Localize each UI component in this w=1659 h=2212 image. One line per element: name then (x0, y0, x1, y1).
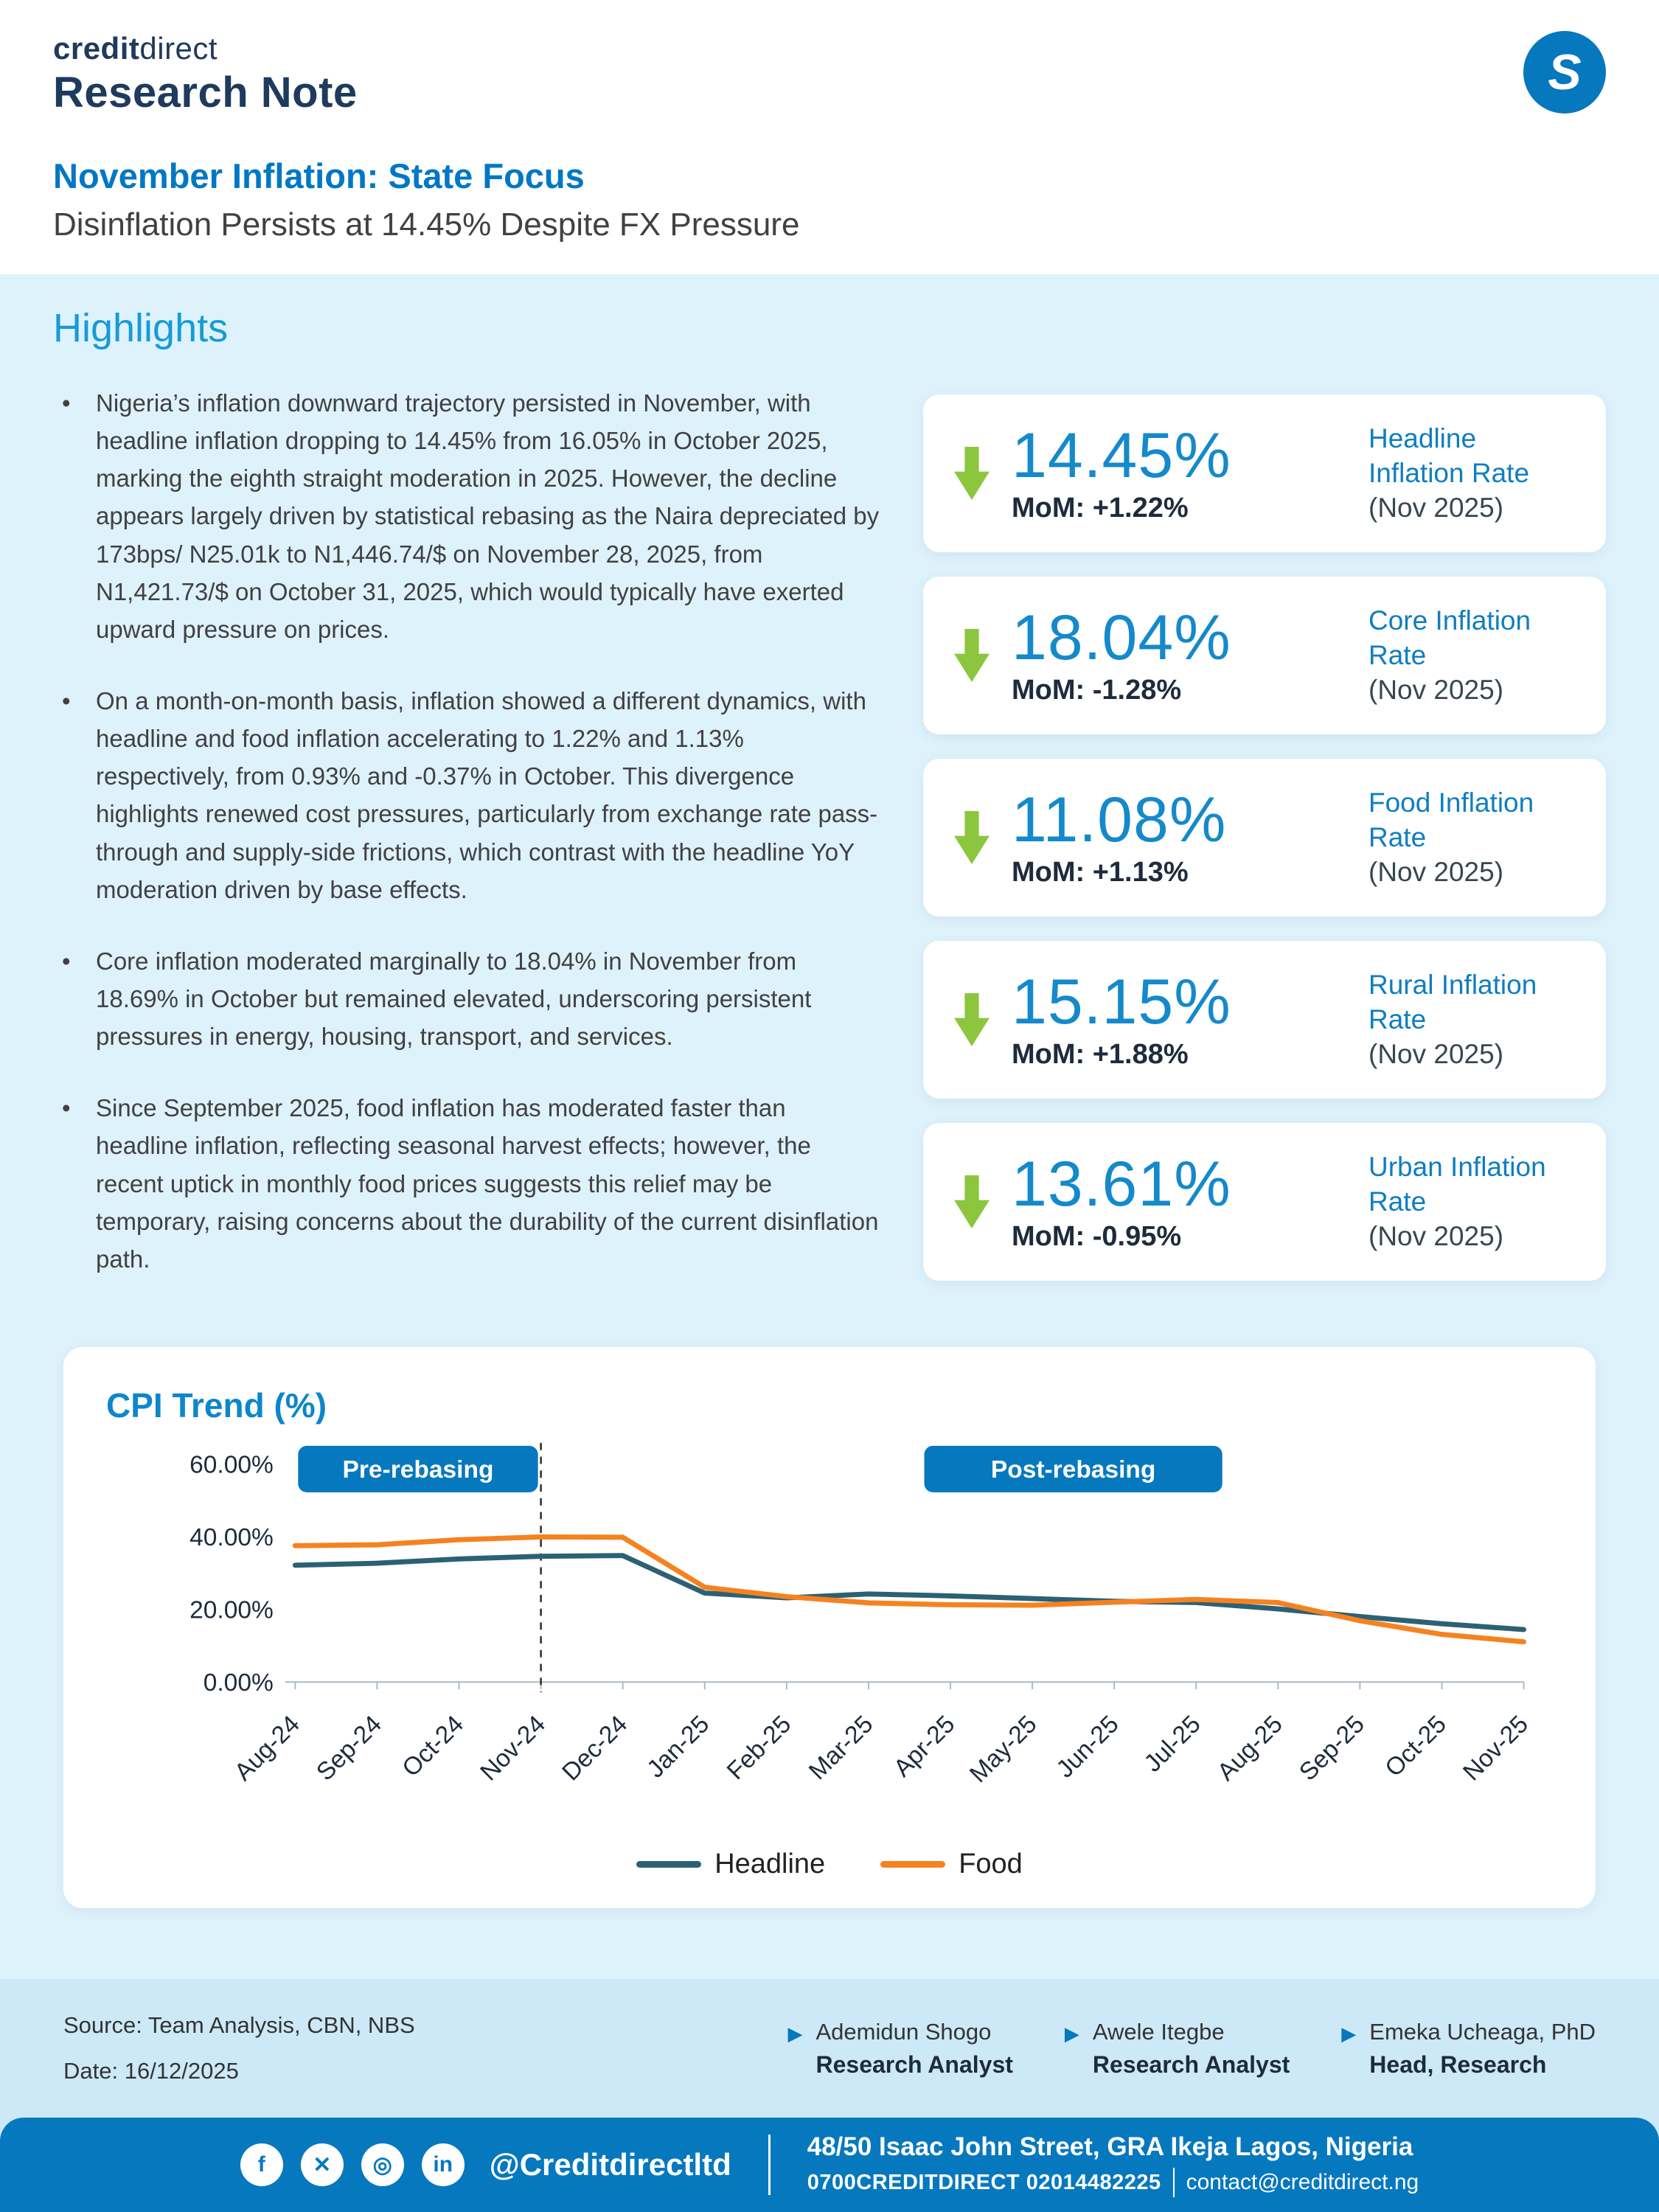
stat-card-headline (923, 394, 1606, 552)
page-title: November Inflation: State Focus (53, 156, 585, 195)
svg-text:60.00%: 60.00% (189, 1451, 274, 1479)
svg-text:Feb-25: Feb-25 (722, 1710, 797, 1786)
analyst-name: Awele Itegbe (1092, 2018, 1225, 2045)
instagram-icon[interactable]: ◎ (361, 2143, 404, 2186)
date-text: Date: 16/12/2025 (63, 2058, 239, 2084)
stat-value: 15.15% (1012, 967, 1231, 1038)
stat-mom: MoM: +1.88% (1012, 1038, 1189, 1070)
stat-mom: MoM: -0.95% (1012, 1220, 1182, 1252)
svg-text:Apr-25: Apr-25 (888, 1710, 961, 1783)
chart-title: CPI Trend (%) (106, 1385, 327, 1425)
svg-text:Post-rebasing: Post-rebasing (990, 1456, 1156, 1484)
header (0, 0, 1659, 117)
cpi-trend-chart-card (63, 1347, 1596, 1908)
stat-label: Headline Inflation Rate (1368, 422, 1530, 488)
x-twitter-icon[interactable]: ✕ (301, 2143, 344, 2186)
stat-label: Food Inflation Rate (1368, 787, 1534, 852)
svg-text:Oct-24: Oct-24 (397, 1710, 470, 1783)
svg-text:Oct-25: Oct-25 (1380, 1710, 1453, 1783)
email-link[interactable]: contact@creditdirect.ng (1186, 2170, 1419, 2194)
stat-label: Urban Inflation Rate (1368, 1151, 1546, 1217)
analyst-entry (788, 2019, 1013, 2079)
stat-label: Rural Inflation Rate (1368, 969, 1537, 1034)
svg-text:Sep-24: Sep-24 (311, 1710, 387, 1787)
highlights-section (0, 274, 1659, 1979)
down-arrow-icon (954, 1175, 990, 1228)
down-arrow-icon (954, 447, 990, 500)
legend-item-headline (636, 1848, 825, 1880)
legend-label: Food (959, 1848, 1023, 1880)
svg-text:Jul-25: Jul-25 (1139, 1710, 1206, 1778)
svg-text:20.00%: 20.00% (189, 1596, 274, 1624)
bullet-item: • On a month-on-month basis, inflation showed a different dynamics, with headline and food inflation accelerating to 1.22% and 1.13% respectively, from 0.93% and -0.37% in October. This divergence highlights renewed cost pressures, particularly from exchange rate pass-through and supply-side frictions, which contrast with the headline YoY moderation driven by base effects. (53, 682, 883, 908)
stat-card-core (923, 577, 1606, 734)
brand-wordmark (53, 31, 358, 66)
stat-period: (Nov 2025) (1368, 1221, 1504, 1252)
divider (768, 2135, 771, 2195)
source-block (63, 2012, 415, 2084)
svg-text:Nov-24: Nov-24 (475, 1710, 552, 1787)
bottom-bar (0, 2118, 1659, 2212)
triangle-bullet-icon: ▶ (1064, 2022, 1079, 2045)
svg-text:Jun-25: Jun-25 (1051, 1710, 1124, 1784)
triangle-bullet-icon: ▶ (787, 2022, 803, 2045)
bullet-item: • Nigeria’s inflation downward trajectory persisted in November, with headline inflation dropping to 14.45% from 16.05% in October 2025, marking the eighth straight moderation in 2025. However, the decline appears largely driven by statistical rebasing as the Naira depreciated by 173bps/ N25.01k to N1,446.74/$ on November 28, 2025, from N1,421.73/$ on October 31, 2025, which would typically have exerted upward pressure on prices. (53, 384, 883, 648)
chart-legend (106, 1848, 1553, 1880)
legend-label: Headline (714, 1848, 826, 1880)
analyst-entry (1341, 2019, 1596, 2079)
stat-card-urban (923, 1123, 1606, 1281)
company-logo-icon: S (1523, 31, 1606, 114)
stat-card-food (923, 759, 1606, 917)
down-arrow-icon (954, 811, 990, 864)
analyst-name: Emeka Ucheaga, PhD (1369, 2018, 1596, 2045)
cpi-trend-chart (106, 1439, 1553, 1846)
down-arrow-icon (954, 993, 990, 1046)
analyst-role: Research Analyst (815, 2051, 1013, 2078)
triangle-bullet-icon: ▶ (1341, 2022, 1357, 2045)
stat-value: 14.45% (1012, 420, 1231, 492)
stat-card-rural (923, 941, 1606, 1099)
footer-band (0, 1979, 1659, 2118)
svg-text:Pre-rebasing: Pre-rebasing (342, 1456, 494, 1484)
food-line-swatch (880, 1861, 945, 1868)
stat-value: 13.61% (1012, 1149, 1231, 1220)
svg-text:Mar-25: Mar-25 (804, 1710, 879, 1786)
document-type-title: Research Note (53, 69, 358, 116)
analyst-entry (1065, 2019, 1290, 2079)
bullet-item: • Since September 2025, food inflation has moderated faster than headline inflation, reflecting seasonal harvest effects; however, the recent uptick in monthly food prices suggests this relief may be temporary, raising concerns about the durability of the current disinflation path. (53, 1089, 883, 1278)
headline-line-swatch (636, 1861, 701, 1868)
svg-text:0.00%: 0.00% (203, 1669, 274, 1697)
analyst-role: Research Analyst (1092, 2051, 1290, 2078)
stat-mom: MoM: -1.28% (1012, 674, 1182, 706)
stat-value: 11.08% (1012, 785, 1227, 856)
svg-text:Nov-25: Nov-25 (1458, 1710, 1534, 1787)
stat-period: (Nov 2025) (1368, 857, 1504, 888)
highlights-columns (0, 351, 1659, 1312)
source-text: Source: Team Analysis, CBN, NBS (63, 2012, 415, 2038)
analyst-list (788, 2019, 1596, 2079)
svg-text:Jan-25: Jan-25 (641, 1710, 715, 1784)
brand-logo (53, 31, 358, 117)
social-handle[interactable]: @Creditdirectltd (489, 2147, 731, 2182)
analyst-name: Ademidun Shogo (815, 2018, 992, 2045)
stat-mom: MoM: +1.22% (1012, 492, 1189, 524)
svg-text:Aug-25: Aug-25 (1212, 1710, 1288, 1787)
highlights-heading: Highlights (53, 306, 229, 350)
analyst-role: Head, Research (1369, 2051, 1547, 2078)
divider (1173, 2168, 1175, 2197)
down-arrow-icon (954, 629, 990, 682)
stat-period: (Nov 2025) (1368, 493, 1504, 524)
linkedin-icon[interactable]: in (422, 2143, 465, 2186)
stat-card-list (923, 394, 1606, 1312)
address-text: 48/50 Isaac John Street, GRA Ikeja Lagos, Nigeria (807, 2132, 1413, 2161)
svg-text:Aug-24: Aug-24 (229, 1710, 305, 1787)
svg-text:Dec-24: Dec-24 (557, 1710, 633, 1787)
highlights-bullet-list (53, 384, 883, 1312)
stat-period: (Nov 2025) (1368, 1039, 1504, 1070)
legend-item-food (880, 1848, 1023, 1880)
brand-wordmark-light: direct (139, 31, 218, 66)
facebook-icon[interactable]: f (240, 2143, 283, 2186)
title-block (0, 117, 1659, 274)
bullet-item: • Core inflation moderated marginally to 18.04% in November from 18.69% in October but remained elevated, underscoring persistent pressures in energy, housing, transport, and services. (53, 942, 883, 1055)
phone-text: 0700CREDITDIRECT 02014482225 (807, 2170, 1161, 2194)
brand-wordmark-bold: credit (53, 31, 140, 66)
stat-period: (Nov 2025) (1368, 675, 1504, 706)
stat-label: Core Inflation Rate (1368, 605, 1531, 670)
stat-value: 18.04% (1012, 602, 1231, 674)
svg-text:40.00%: 40.00% (189, 1523, 274, 1551)
contact-block (807, 2132, 1419, 2197)
stat-mom: MoM: +1.13% (1012, 856, 1189, 888)
page-subtitle: Disinflation Persists at 14.45% Despite FX Pressure (53, 206, 800, 243)
svg-text:Sep-25: Sep-25 (1294, 1710, 1370, 1787)
bottom-bar-wrap (0, 2118, 1659, 2212)
svg-text:May-25: May-25 (964, 1710, 1043, 1789)
